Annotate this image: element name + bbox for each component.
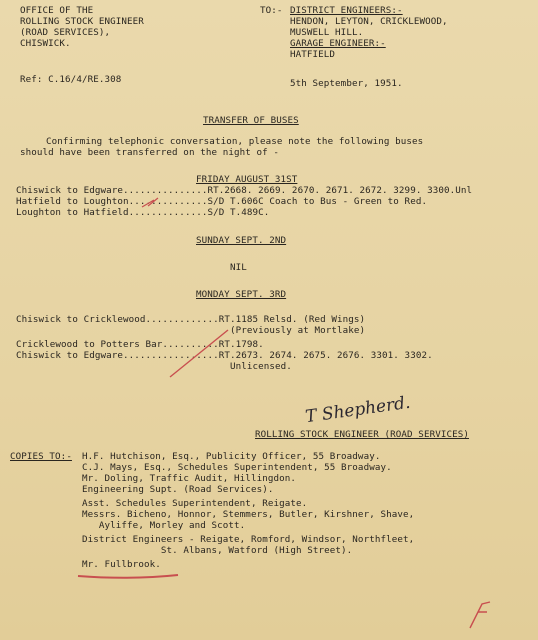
to-line-3: MUSWELL HILL. — [290, 27, 364, 38]
monday-line-5: Unlicensed. — [16, 361, 292, 372]
document-title: TRANSFER OF BUSES — [203, 115, 299, 126]
to-line-1: DISTRICT ENGINEERS:- — [290, 5, 403, 16]
signature: T Shepherd. — [304, 392, 412, 428]
copies-line-8: District Engineers - Reigate, Romford, Windsor, Northfleet, — [82, 534, 415, 545]
copies-label: COPIES TO:- — [10, 451, 72, 462]
friday-line-1: Chiswick to Edgware...............RT.2668. 2669. 2670. 2671. 2672. 3299. 3300.Unl — [16, 185, 473, 196]
to-line-2: HENDON, LEYTON, CRICKLEWOOD, — [290, 16, 448, 27]
section-heading-sunday: SUNDAY SEPT. 2ND — [196, 235, 287, 246]
copies-line-7: Ayliffe, Morley and Scott. — [82, 520, 246, 531]
copies-line-3: Mr. Doling, Traffic Audit, Hillingdon. — [82, 473, 296, 484]
to-line-5: HATFIELD — [290, 49, 336, 60]
intro-line-2: should have been transferred on the night of - — [20, 147, 280, 158]
office-line-4: CHISWICK. — [20, 38, 71, 49]
section-heading-monday: MONDAY SEPT. 3RD — [196, 289, 287, 300]
copies-line-9: St. Albans, Watford (High Street). — [82, 545, 353, 556]
to-label: TO:- — [260, 5, 283, 16]
letter-date: 5th September, 1951. — [290, 78, 403, 89]
signatory-title: ROLLING STOCK ENGINEER (ROAD SERVICES) — [255, 429, 469, 440]
red-slash-mark — [170, 330, 228, 377]
red-corner-mark — [470, 602, 490, 628]
copies-line-1: H.F. Hutchison, Esq., Publicity Officer, 55 Broadway. — [82, 451, 381, 462]
office-line-2: ROLLING STOCK ENGINEER — [20, 16, 144, 27]
monday-line-3: Cricklewood to Potters Bar..........RT.1798. — [16, 339, 264, 350]
monday-line-1: Chiswick to Cricklewood.............RT.1185 Relsd. (Red Wings) — [16, 314, 366, 325]
red-tick-mark — [142, 198, 158, 207]
copies-line-4: Engineering Supt. (Road Services). — [82, 484, 274, 495]
copies-line-5: Asst. Schedules Superintendent, Reigate. — [82, 498, 308, 509]
monday-line-4: Chiswick to Edgware.................RT.2673. 2674. 2675. 2676. 3301. 3302. — [16, 350, 433, 361]
copies-line-2: C.J. Mays, Esq., Schedules Superintendent, 55 Broadway. — [82, 462, 392, 473]
copies-line-10: Mr. Fullbrook. — [82, 559, 161, 570]
to-line-4: GARAGE ENGINEER:- — [290, 38, 386, 49]
reference: Ref: C.16/4/RE.308 — [20, 74, 122, 85]
friday-line-3: Loughton to Hatfield..............S/D T.489C. — [16, 207, 270, 218]
intro-line-1: Confirming telephonic conversation, please note the following buses — [46, 136, 424, 147]
monday-line-2: (Previously at Mortlake) — [16, 325, 366, 336]
red-underline-mark — [78, 575, 178, 578]
section-heading-friday: FRIDAY AUGUST 31ST — [196, 174, 298, 185]
friday-line-2: Hatfield to Loughton..............S/D T.606C Coach to Bus - Green to Red. — [16, 196, 428, 207]
office-line-3: (ROAD SERVICES), — [20, 27, 111, 38]
section-nil: NIL — [230, 262, 247, 273]
copies-line-6: Messrs. Bicheno, Honnor, Stemmers, Butler, Kirshner, Shave, — [82, 509, 415, 520]
office-line-1: OFFICE OF THE — [20, 5, 94, 16]
